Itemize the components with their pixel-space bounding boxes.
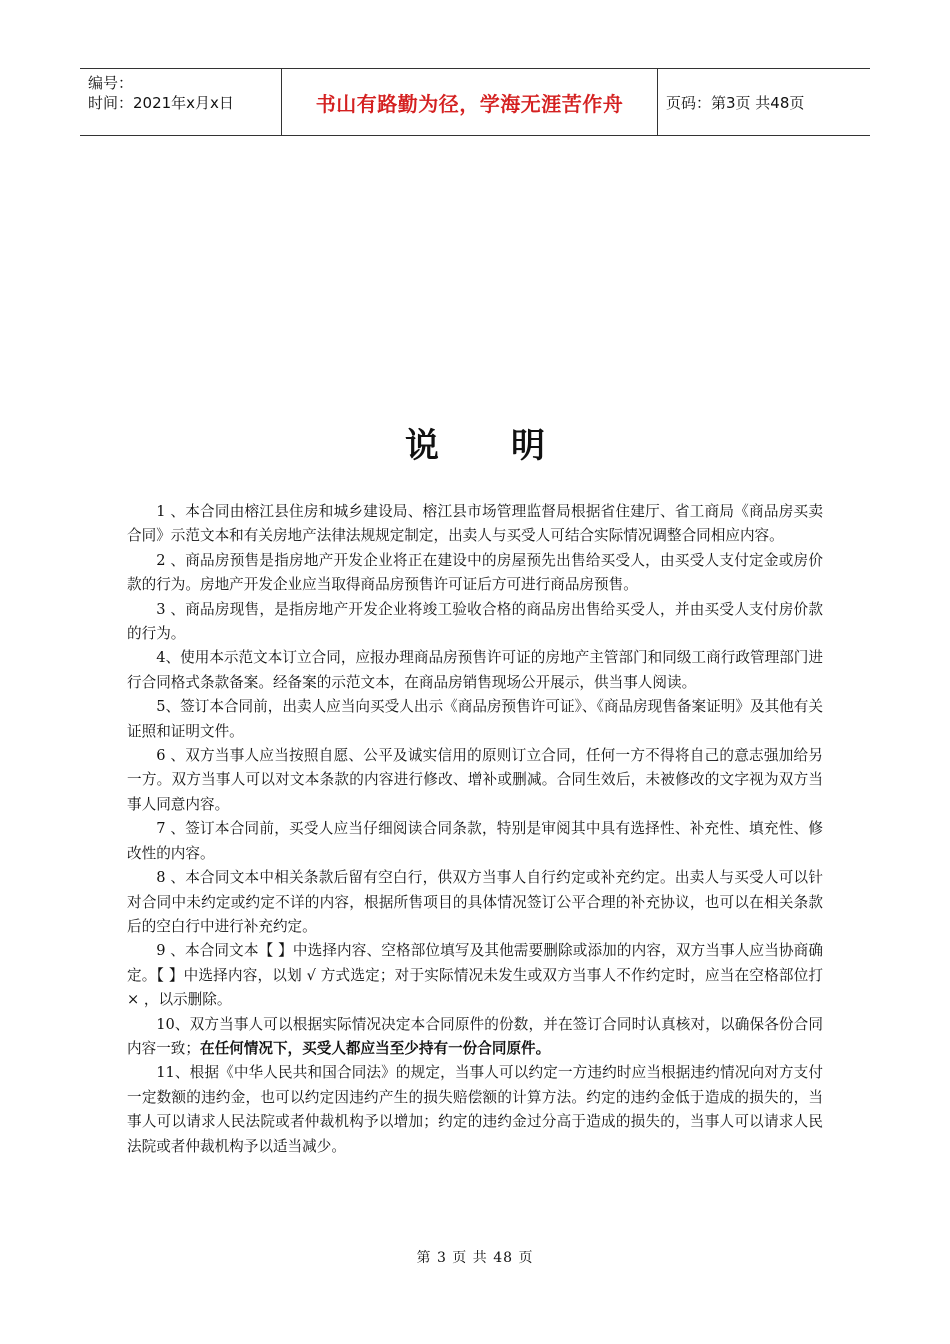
paragraph-4: 4、使用本示范文本订立合同，应报办理商品房预售许可证的房地产主管部门和同级工商行政管理部门进行合同格式条款备案。经备案的示范文本，在商品房销售现场公开展示，供当事人阅读。 [127,649,823,691]
document-body [127,500,823,1159]
header-page-info: 页码：第3页 共48页 [666,93,805,112]
paragraph-3: 3 、商品房现售，是指房地产开发企业将竣工验收合格的商品房出售给买受人，并由买受人支付房价款的行为。 [127,600,823,643]
page-footer: 第 3 页 共 48 页 [416,1250,534,1266]
header-meta-cell [80,69,282,135]
paragraph-11: 11、根据《中华人民共和国合同法》的规定，当事人可以约定一方违约时应当根据违约情况向对方支付一定数额的违约金，也可以约定因违约产生的损失赔偿额的计算方法。约定的违约金低于造成的损失的，当事人可以请求人民法院或者仲裁机构予以增加；约定的违约金过分高于造成的损失的，当事人可以请求人民法院或者仲裁机构予以适当减少。 [127,1064,823,1155]
paragraph-1: 1 、本合同由榕江县住房和城乡建设局、榕江县市场管理监督局根据省住建厅、省工商局《商品房买卖合同》示范文本和有关房地产法律法规规定制定，出卖人与买受人可结合实际情况调整合同相应内容。 [127,503,823,545]
header-motto: 书山有路勤为径，学海无涯苦作舟 [282,69,658,135]
paragraph-10-emphasis: 在任何情况下，买受人都应当至少持有一份合同原件。 [199,1039,551,1057]
document-title: 说明 [405,426,617,466]
paragraph-7: 7 、签订本合同前，买受人应当仔细阅读合同条款，特别是审阅其中具有选择性、补充性、填充性、修改性的内容。 [127,820,823,862]
document-number-label: 编号： [88,74,134,92]
paragraph-9: 9 、本合同文本【 】中选择内容、空格部位填写及其他需要删除或添加的内容，双方当事人应当协商确定。【 】中选择内容，以划 √ 方式选定；对于实际情况未发生或双方当事人不作约定时，应当在空格部位打 × ，以示删除。 [127,942,823,1009]
paragraph-5: 5、签订本合同前，出卖人应当向买受人出示《商品房预售许可证》、《商品房现售备案证明》及其他有关证照和证明文件。 [127,698,823,740]
paragraph-10: 10、双方当事人可以根据实际情况决定本合同原件的份数，并在签订合同时认真核对，以确保各份合同内容一致；在任何情况下，买受人都应当至少持有一份合同原件。 [127,1015,823,1057]
paragraph-6: 6 、双方当事人应当按照自愿、公平及诚实信用的原则订立合同，任何一方不得将自己的意志强加给另一方。双方当事人可以对文本条款的内容进行修改、增补或删减。合同生效后，未被修改的文字视为双方当事人同意内容。 [127,747,823,813]
paragraph-8: 8 、本合同文本中相关条款后留有空白行，供双方当事人自行约定或补充约定。出卖人与买受人可以针对合同中未约定或约定不详的内容，根据所售项目的具体情况签订公平合理的补充协议，也可以在相关条款后的空白行中进行补充约定。 [127,869,823,935]
paragraph-2: 2 、商品房预售是指房地产开发企业将正在建设中的房屋预先出售给买受人，由买受人支付定金或房价款的行为。房地产开发企业应当取得商品房预售许可证后方可进行商品房预售。 [127,551,823,594]
header-table [80,68,870,136]
document-date-label: 时间：2021年x月x日 [88,94,234,112]
